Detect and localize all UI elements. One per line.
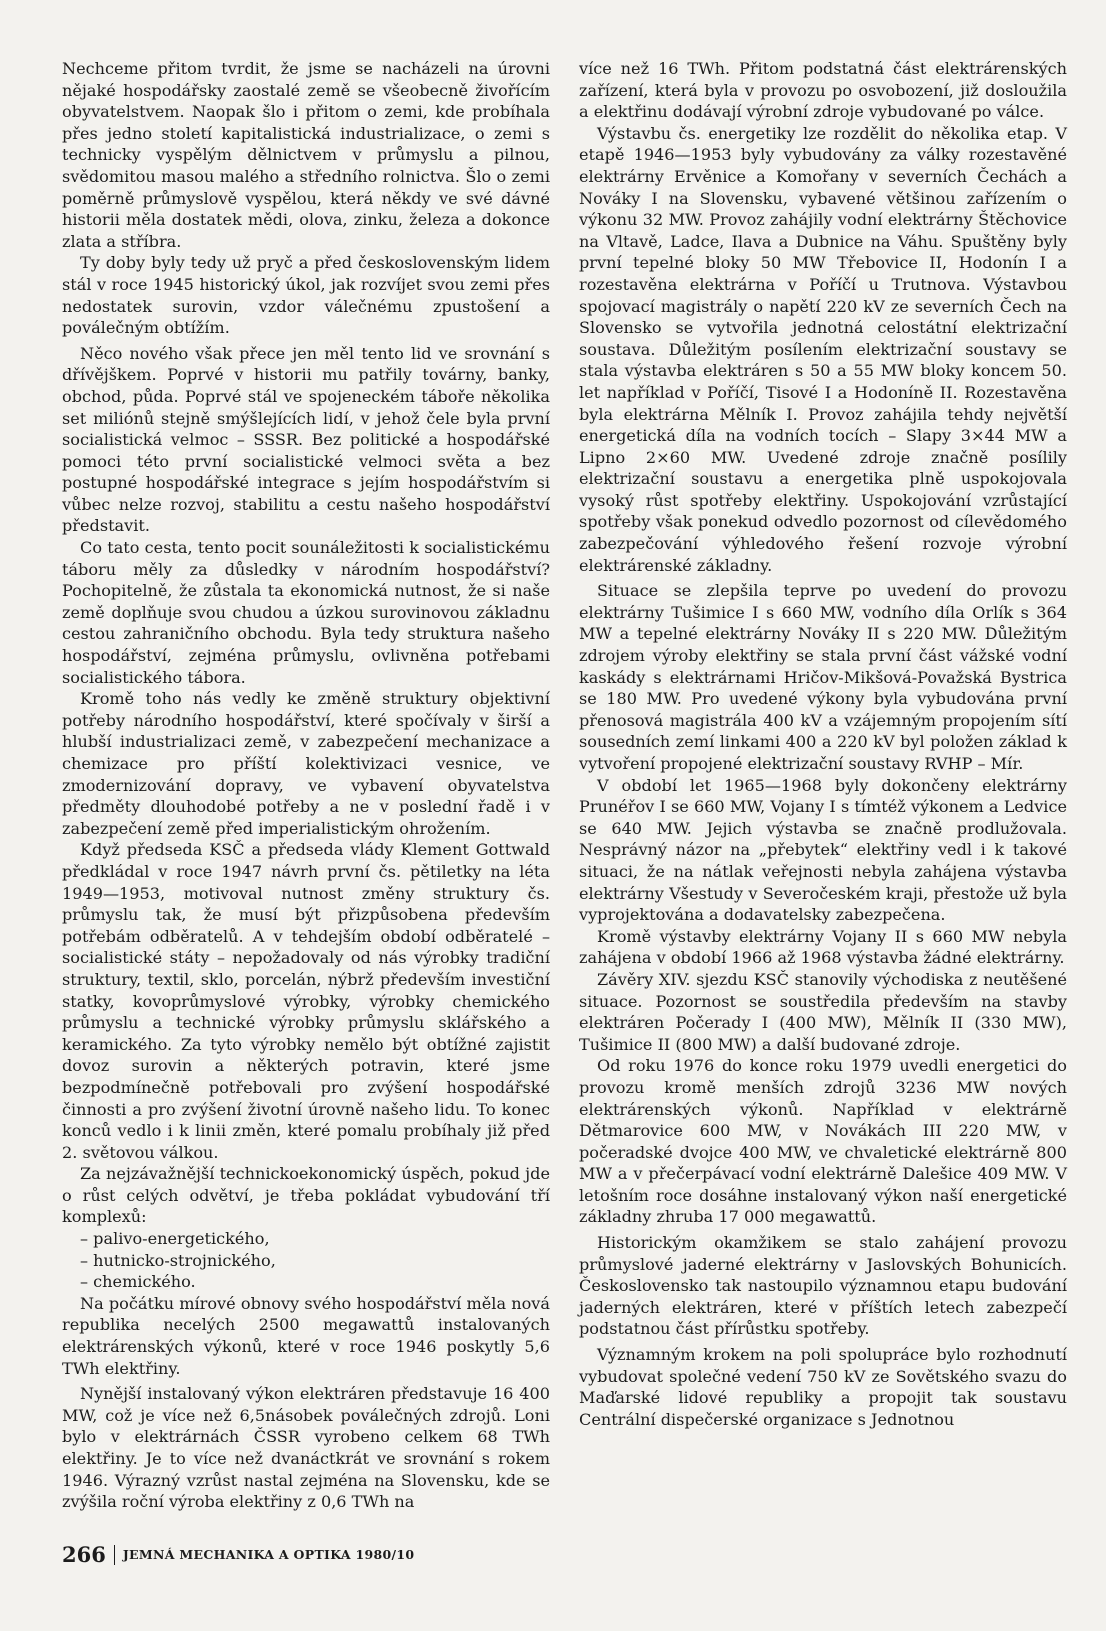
paragraph: Historickým okamžikem se stalo zahájení provozu průmyslové jaderné elektrárny v Jaslovských Bohunicích. Československo tak nastoupilo významnou etapu budování jaderných elektráren, které v příštích letech zabezpečí podstatnou část přírůstku spotřeby. [579, 1233, 1067, 1339]
complex-list [62, 1228, 550, 1293]
paragraph: Kromě výstavby elektrárny Vojany II s 660 MW nebyla zahájena v období 1966 až 1968 výstavba žádné elektrárny. [579, 926, 1067, 968]
left-column [62, 58, 550, 1513]
paragraph: Situace se zlepšila teprve po uvedení do provozu elektrárny Tušimice I s 660 MW, vodního díla Orlík s 364 MW a tepelné elektrárny Nováky II s 220 MW. Důležitým zdrojem výroby elektřiny se stala první část vážské vodní kaskády s elektrárnami Hričov-Mikšová-Považská Bystrica se 180 MW. Pro uvedené výkony byla vybudována první přenosová magistrála 400 kV a vzájemným propojením sítí sousedních zemí linkami 400 a 220 kV byl položen základ k vytvoření propojené elektrizační soustavy RVHP – Mír. [579, 581, 1067, 773]
paragraph: Výstavbu čs. energetiky lze rozdělit do několika etap. V etapě 1946—1953 byly vybudovány za války rozestavěné elektrárny Ervěnice a Komořany v severních Čechách a Nováky I na Slovensku, vybavené většinou zařízením o výkonu 32 MW. Provoz zahájily vodní elektrárny Štěchovice na Vltavě, Ladce, Ilava a Dubnice na Váhu. Spuštěny byly první tepelné bloky 50 MW Třebovice II, Hodonín I a rozestavěna elektrárna v Poříčí u Trutnova. Výstavbou spojovací magistrály o napětí 220 kV ze severních Čech na Slovensko se vytvořila jednotná celostátní elektrizační soustava. Důležitým posílením elektrizační soustavy se stala výstavba elektráren s 50 a 55 MW bloky koncem 50. let například v Poříčí, Tisové I a Hodoníně II. Rozestavěna byla elektrárna Mělník I. Provoz zahájila tehdy největší energetická díla na vodních tocích – Slapy 3×44 MW a Lipno 2×60 MW. Uvedené zdroje značně posílily elektrizační soustavu a energetika plně uspokojovala vysoký růst spotřeby elektřiny. Uspokojování vzrůstající spotřeby však ponekud odvedlo pozornost od cílevědomého zabezpečování výhledového řešení rozvoje výrobní elektrárenské základny. [579, 123, 1067, 575]
paragraph: Když předseda KSČ a předseda vlády Klement Gottwald předkládal v roce 1947 návrh první čs. pětiletky na léta 1949—1953, motivoval nutnost změny struktury čs. průmyslu tak, že musí být přizpůsobena především potřebám odběratelů. A v tehdejším období odběratelé – socialistické státy – nepožadovaly od nás výrobky tradiční struktury, textil, sklo, porcelán, nýbrž především investiční statky, kovoprůmyslové výrobky, výrobky chemického průmyslu a technické výrobky průmyslu sklářského a keramického. Za tyto výrobky nemělo být obtížné zajistit dovoz surovin a některých potravin, které jsme bezpodmínečně potřebovali pro zvýšení hospodářské činnosti a pro zvýšení životní úrovně našeho lidu. To konec konců vedlo i k linii změn, které pomalu probíhaly již před 2. světovou válkou. [62, 840, 550, 1162]
paragraph: Ty doby byly tedy už pryč a před československým lidem stál v roce 1945 historický úkol, jak rozvíjet svou zemi přes nedostatek surovin, vzdor válečnému zpustošení a poválečným obtížím. [62, 253, 550, 338]
paragraph: více než 16 TWh. Přitom podstatná část elektrárenských zařízení, která byla v provozu po osvobození, již dosloužila a elektřinu dodávají výrobní zdroje vybudované po válce. [579, 59, 1067, 122]
paragraph: Nechceme přitom tvrdit, že jsme se nacházeli na úrovni nějaké hospodářsky zaostalé země se všeobecně živořícím obyvatelstvem. Naopak šlo i přitom o zemi, kde probíhala přes jedno století kapitalistická industrializace, o zemi s technicky vyspělým dělnictvem v průmyslu a pilnou, svědomitou masou malého a středního rolnictva. Šlo o zemi poměrně průmyslově vyspělou, která někdy ve své dávné historii měla dostatek mědi, olova, zinku, železa a dokonce zlata a stříbra. [62, 59, 550, 251]
paragraph: Kromě toho nás vedly ke změně struktury objektivní potřeby národního hospodářství, které spočívaly v širší a hlubší industrializaci země, v zabezpečení mechanizace a chemizace pro příští kolektivizaci vesnice, ve zmodernizování dopravy, ve vybavení obyvatelstva předměty dlouhodobé potřeby a ne v poslední řadě i v zabezpečení země před imperialistickým ohrožením. [62, 689, 550, 838]
list-item: – chemického. [80, 1271, 550, 1293]
list-item: – hutnicko-strojnického, [80, 1250, 550, 1272]
paragraph: Významným krokem na poli spolupráce bylo rozhodnutí vybudovat společné vedení 750 kV ze Sovětského svazu do Maďarské lidové republiky a propojit tak soustavu Centrální dispečerské organizace s Jednotnou [579, 1345, 1067, 1429]
paragraph: Co tato cesta, tento pocit sounáležitosti k socialistickému táboru měly za důsledky v národním hospodářství? Pochopitelně, že zůstala ta ekonomická nutnost, že si naše země doplňuje svou chudou a úzkou surovinovou základnu cestou zahraničního obchodu. Byla tedy struktura našeho hospodářství, zejména průmyslu, ovlivněna potřebami socialistického tábora. [62, 538, 550, 687]
list-item: – palivo-energetického, [80, 1228, 550, 1250]
paragraph: Závěry XIV. sjezdu KSČ stanovily východiska z neutěšené situace. Pozornost se soustředila především na stavby elektráren Počerady I (400 MW), Mělník II (330 MW), Tušimice II (800 MW) a další budované zdroje. [579, 969, 1067, 1054]
paragraph: Nynější instalovaný výkon elektráren představuje 16 400 MW, což je více než 6,5násobek poválečných zdrojů. Loni bylo v elektrárnách ČSSR vyrobeno celkem 68 TWh elektřiny. Je to více než dvanáctkrát ve srovnání s rokem 1946. Výrazný vzrůst nastal zejména na Slovensku, kde se zvýšila roční výroba elektřiny z 0,6 TWh na [62, 1384, 550, 1512]
footer-divider [114, 1545, 115, 1565]
paragraph: V období let 1965—1968 byly dokončeny elektrárny Prunéřov I se 660 MW, Vojany I s tímtéž výkonem a Ledvice se 640 MW. Jejich výstavba se značně prodlužovala. Nesprávný názor na „přebytek“ elektřiny vedl i k takové situaci, že na nátlak veřejnosti nebyla zahájena výstavba elektrárny Všestudy v Severočeském kraji, přestože už byla vyprojektována a dodavatelsky zabezpečena. [579, 775, 1067, 925]
page-number: 266 [62, 1542, 106, 1567]
paragraph: Něco nového však přece jen měl tento lid ve srovnání s dřívějškem. Poprvé v historii mu patřily továrny, banky, obchod, půda. Poprvé stál ve spojeneckém táboře několika set miliónů stejně smýšlejících lidí, v jehož čele byla první socialistická velmoc – SSSR. Bez politické a hospodářské pomoci této první socialistické velmoci světa a bez postupné hospodářské integrace s jejím hospodářstvím si vůbec nelze rozvoj, stabilitu a cestu našeho hospodářství představit. [62, 343, 550, 536]
right-column [579, 58, 1067, 1430]
paragraph: Od roku 1976 do konce roku 1979 uvedli energetici do provozu kromě menších zdrojů 3236 MW nových elektrárenských výkonů. Například v elektrárně Dětmarovice 600 MW, v Novákách III 220 MW, v počeradské dvojce 400 MW, ve chvaletické elektrárně 800 MW a v přečerpávací vodní elektrárně Dalešice 409 MW. V letošním roce dosáhne instalovaný výkon naší energetické základny zhruba 17 000 megawattů. [579, 1056, 1067, 1227]
page-footer [62, 1542, 414, 1567]
paragraph: Za nejzávažnější technickoekonomický úspěch, pokud jde o růst celých odvětví, je třeba pokládat vybudování tří komplexů: [62, 1164, 550, 1227]
paragraph: Na počátku mírové obnovy svého hospodářství měla nová republika necelých 2500 megawattů instalovaných elektrárenských výkonů, které v roce 1946 poskytly 5,6 TWh elektřiny. [62, 1293, 550, 1378]
journal-title: JEMNÁ MECHANIKA A OPTIKA 1980/10 [122, 1547, 415, 1562]
